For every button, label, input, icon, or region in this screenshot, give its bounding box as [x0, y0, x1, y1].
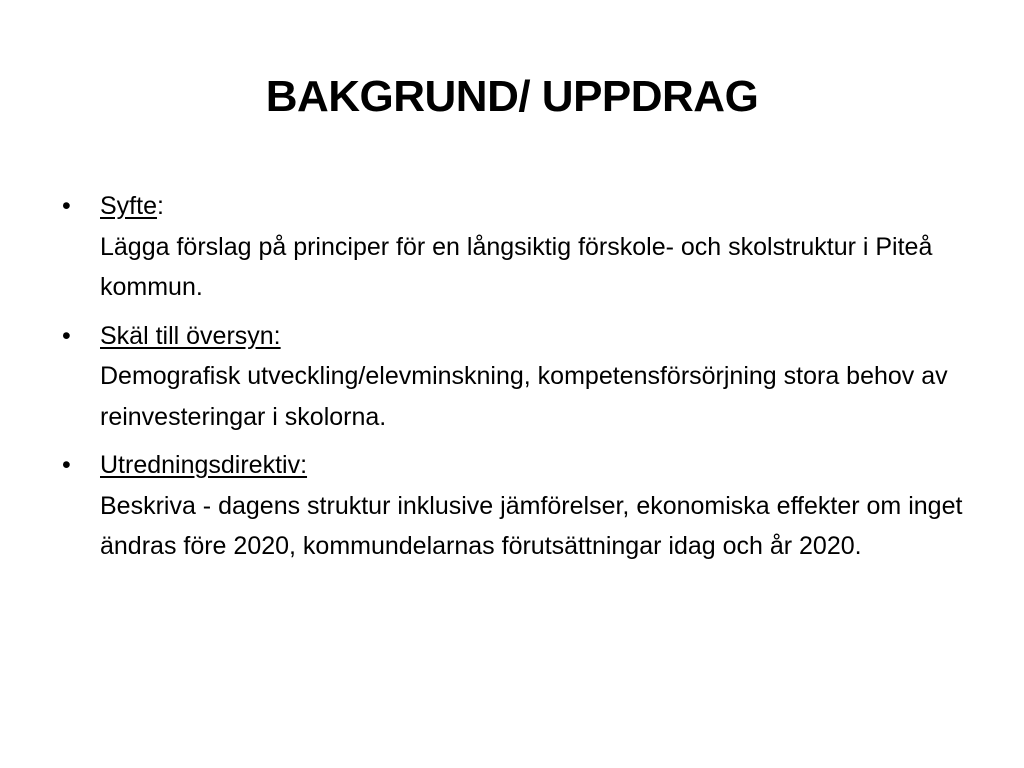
- bullet-heading-line: [100, 186, 990, 227]
- bullet-heading-line: [100, 445, 990, 486]
- bullet-item-utredningsdirektiv: [60, 445, 990, 567]
- bullet-heading-suffix: :: [156, 192, 164, 220]
- bullet-body-text: Lägga förslag på principer för en långsiktig förskole- och skolstruktur i Piteå kommun.: [100, 232, 933, 301]
- bullet-heading: Skäl till översyn:: [100, 321, 281, 350]
- bullet-icon: •: [62, 451, 71, 479]
- bullet-item-skal-till-oversyn: [60, 316, 990, 438]
- bullet-heading: Syfte: [100, 192, 157, 220]
- bullet-heading: Utredningsdirektiv:: [100, 451, 308, 479]
- bullet-item-syfte: [60, 186, 990, 308]
- bullet-icon: •: [62, 192, 71, 220]
- bullet-body-text: Beskriva - dagens struktur inklusive jämförelser, ekonomiska effekter om inget ändras före 2020, kommundelarnas förutsättningar idag och år 2020.: [100, 491, 963, 560]
- bullet-list: [60, 186, 990, 575]
- bullet-icon: •: [62, 321, 71, 350]
- slide-title: BAKGRUND/ UPPDRAG: [265, 72, 759, 121]
- bullet-body-text: Demografisk utveckling/elevminskning, kompetensförsörjning stora behov av reinvesteringar i skolorna.: [100, 362, 948, 431]
- bullet-heading-line: [100, 316, 990, 357]
